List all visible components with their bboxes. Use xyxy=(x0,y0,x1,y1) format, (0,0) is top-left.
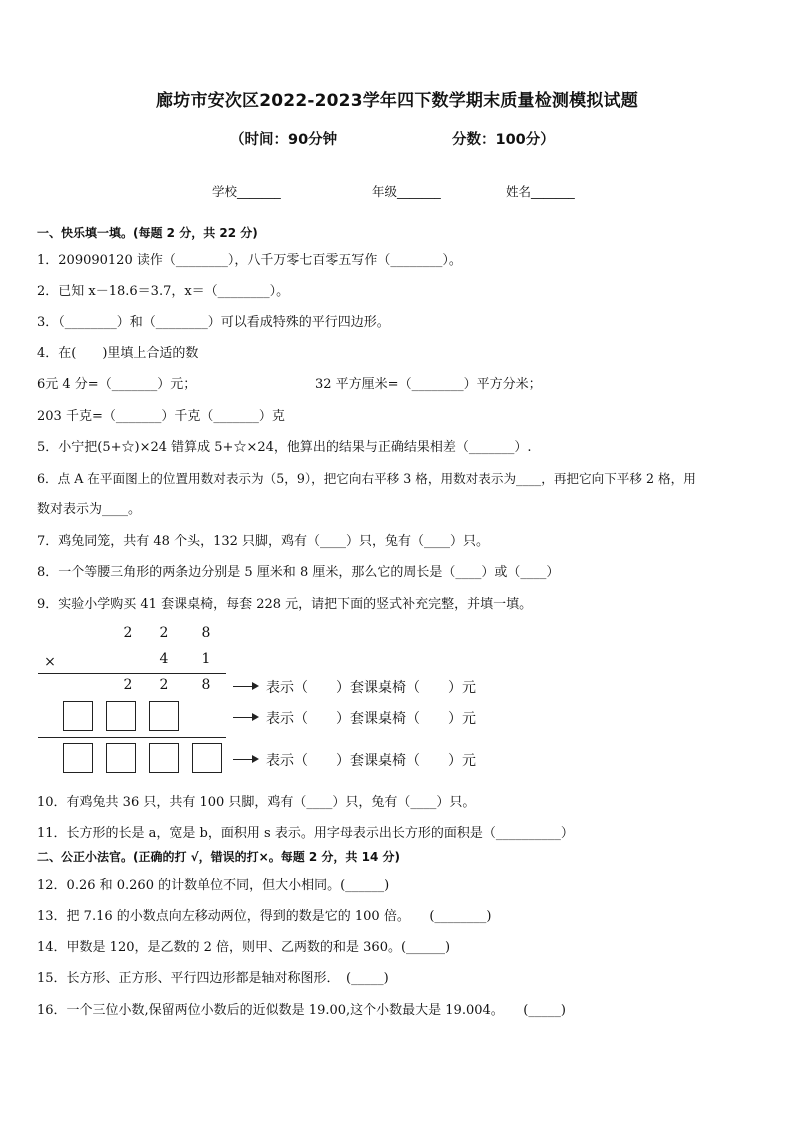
arrow-right-icon xyxy=(233,759,257,760)
question-7: 7．鸡兔同笼，共有 48 个头，132 只脚，鸡有（____）只，兔有（____）只。 xyxy=(37,534,490,549)
answer-box[interactable] xyxy=(63,743,93,773)
page-title: 廊坊市安次区2022-2023学年四下数学期末质量检测模拟试题 xyxy=(156,91,638,111)
calc-line xyxy=(38,737,226,738)
question-2: 2．已知 x－18.6＝3.7，x＝（________）。 xyxy=(37,284,290,299)
partial-product-digit: 2 xyxy=(123,677,133,693)
total-score: 分数：100分） xyxy=(452,132,555,148)
multiplicand-digit: 2 xyxy=(123,625,133,641)
school-field: 学校_______ xyxy=(212,184,281,199)
answer-box[interactable] xyxy=(149,701,179,731)
section-1-heading: 一、快乐填一填。(每题 2 分，共 22 分) xyxy=(37,226,258,240)
question-1: 1．209090120 读作（________），八千万零七百零五写作（________）。 xyxy=(37,253,462,268)
question-4-part-b: 32 平方厘米=（________）平方分米； xyxy=(315,377,542,392)
answer-box[interactable] xyxy=(106,701,136,731)
question-12: 12．0.26 和 0.260 的计数单位不同，但大小相同。(______) xyxy=(37,878,390,893)
question-6-continued: 数对表示为____。 xyxy=(37,502,142,517)
multiplicand-digit: 2 xyxy=(159,625,169,641)
arrow-right-icon xyxy=(233,686,257,687)
question-10: 10．有鸡兔共 36 只，共有 100 只脚，鸡有（____）只，兔有（____）只。 xyxy=(37,795,476,810)
answer-box[interactable] xyxy=(149,743,179,773)
answer-box[interactable] xyxy=(63,701,93,731)
question-13: 13．把 7.16 的小数点向左移动两位，得到的数是它的 100 倍。 (________) xyxy=(37,909,492,924)
calc-note-3: 表示（ ）套课桌椅（ ）元 xyxy=(266,753,476,769)
time-limit: （时间：90分钟 xyxy=(230,132,338,148)
question-3: 3．（________）和（________）可以看成特殊的平行四边形。 xyxy=(37,315,390,330)
times-sign: × xyxy=(44,654,56,670)
answer-box[interactable] xyxy=(106,743,136,773)
question-5: 5．小宁把(5+☆)×24 错算成 5+☆×24，他算出的结果与正确结果相差（_______）. xyxy=(37,440,532,455)
question-16: 16．一个三位小数,保留两位小数后的近似数是 19.00,这个小数最大是 19.004。 (_____) xyxy=(37,1003,566,1018)
question-4-part-a: 6元 4 分=（_______）元； xyxy=(37,377,197,392)
question-8: 8．一个等腰三角形的两条边分别是 5 厘米和 8 厘米，那么它的周长是（____）或（____） xyxy=(37,565,560,580)
multiplicand-digit: 8 xyxy=(201,625,211,641)
question-4-part-c: 203 千克=（_______）千克（_______）克 xyxy=(37,409,285,424)
partial-product-digit: 8 xyxy=(201,677,211,693)
partial-product-digit: 2 xyxy=(159,677,169,693)
question-15: 15．长方形、正方形、平行四边形都是轴对称图形． (_____) xyxy=(37,971,389,986)
question-11: 11．长方形的长是 a，宽是 b，面积用 s 表示。用字母表示出长方形的面积是（__________） xyxy=(37,826,574,841)
multiplier-digit: 4 xyxy=(159,651,169,667)
question-6: 6．点 A 在平面图上的位置用数对表示为（5，9），把它向右平移 3 格，用数对表示为____，再把它向下平移 2 格，用 xyxy=(37,471,696,486)
question-14: 14．甲数是 120，是乙数的 2 倍，则甲、乙两数的和是 360。(______) xyxy=(37,940,451,955)
question-4: 4．在( )里填上合适的数 xyxy=(37,346,199,361)
question-9: 9．实验小学购买 41 套课桌椅，每套 228 元，请把下面的竖式补充完整，并填一填。 xyxy=(37,597,533,612)
arrow-right-icon xyxy=(233,717,257,718)
section-2-heading: 二、公正小法官。(正确的打 √，错误的打×。每题 2 分，共 14 分) xyxy=(37,850,400,864)
calc-note-2: 表示（ ）套课桌椅（ ）元 xyxy=(266,711,476,727)
grade-field: 年级_______ xyxy=(372,184,441,199)
answer-box[interactable] xyxy=(192,743,222,773)
multiplier-digit: 1 xyxy=(201,651,211,667)
calc-line xyxy=(38,673,226,674)
calc-note-1: 表示（ ）套课桌椅（ ）元 xyxy=(266,680,476,696)
name-field: 姓名_______ xyxy=(506,184,575,199)
